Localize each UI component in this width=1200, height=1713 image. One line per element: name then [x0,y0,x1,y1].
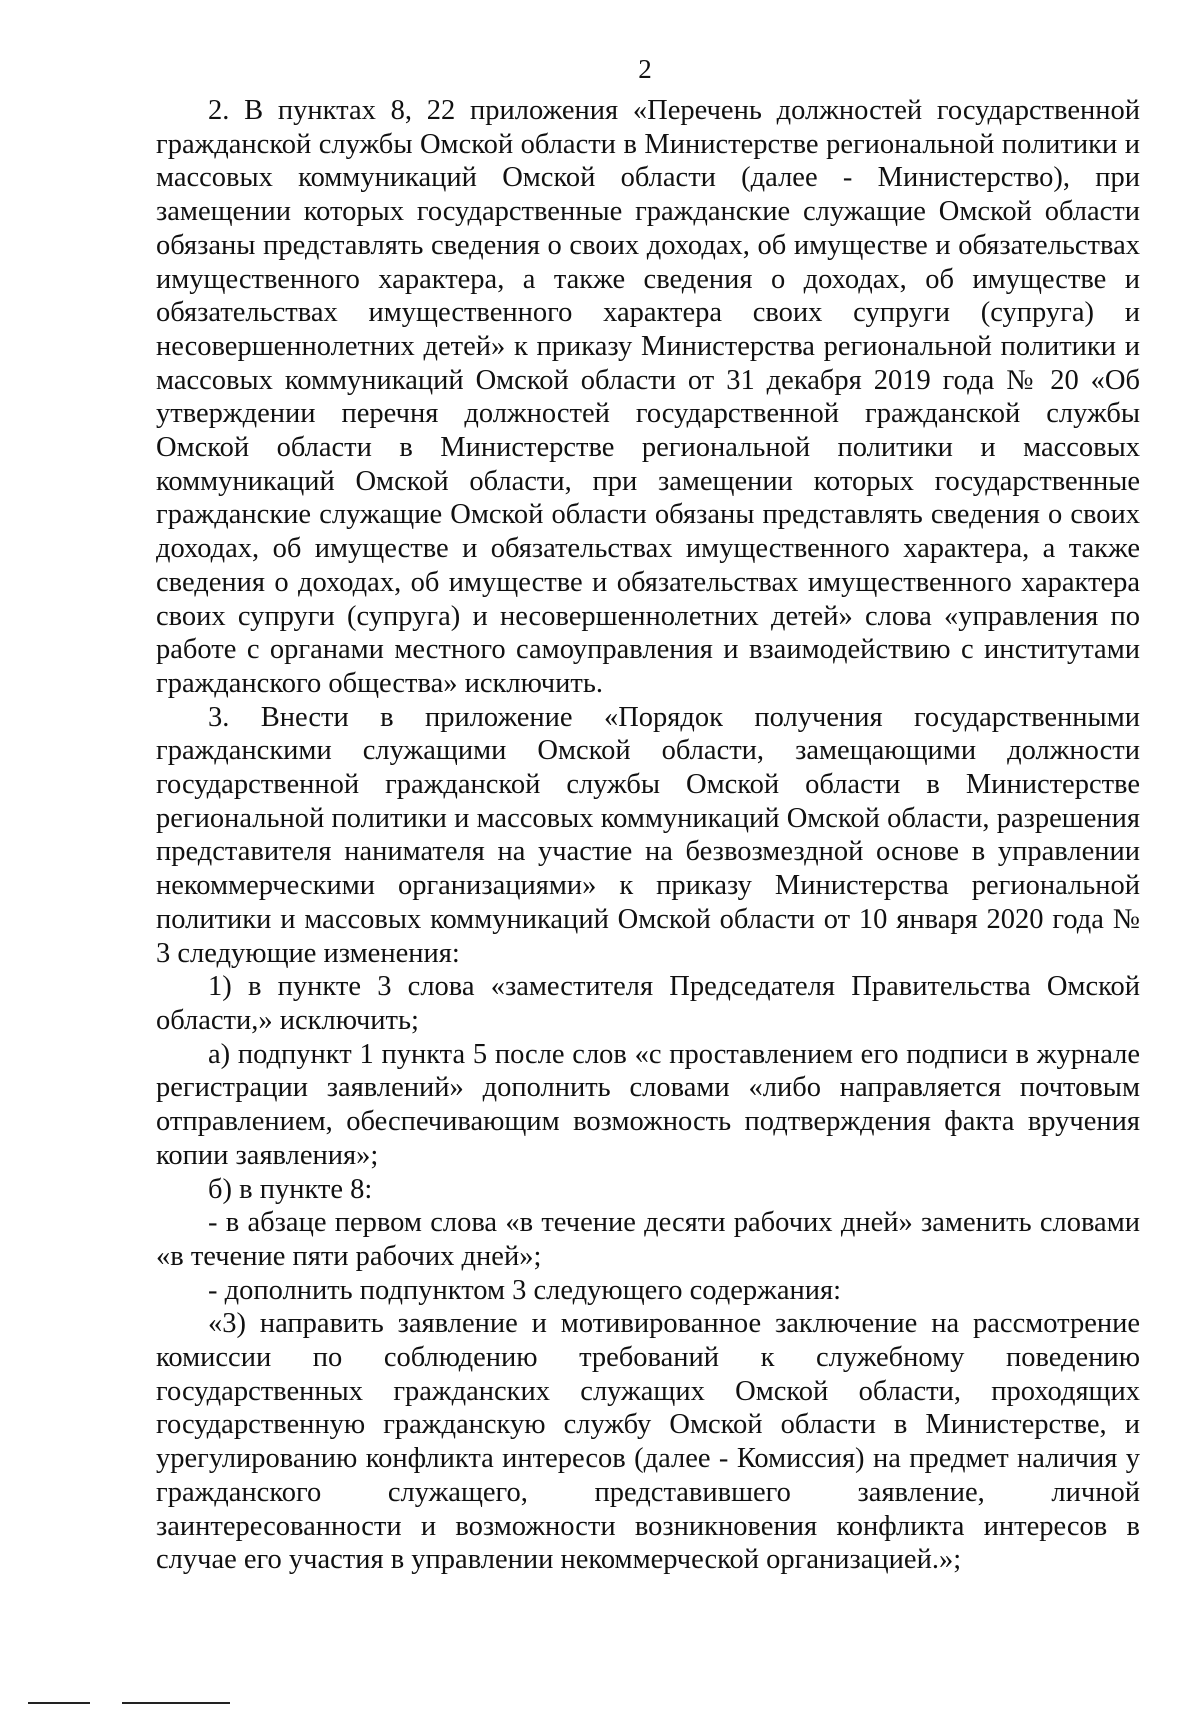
paragraph-dash-1: - в абзаце первом слова «в течение десяти рабочих дней» заменить словами «в течение пяти рабочих дней»; [156,1207,1140,1272]
paragraph-dash-2: - дополнить подпунктом 3 следующего содержания: [208,1274,842,1306]
paragraph-subitem-1: 1) в пункте 3 слова «заместителя Председателя Правительства Омской области,» исключить; [156,971,1140,1036]
paragraph-subitem-a: а) подпункт 1 пункта 5 после слов «с проставлением его подписи в журнале регистрации заявлений» дополнить словами «либо направляется почтовым отправлением, обеспечивающим возможность подтверждения факта вручения копии заявления»; [156,1038,1140,1171]
paragraph-quoted-subitem-3: «3) направить заявление и мотивированное заключение на рассмотрение комиссии по соблюдению требований к служебному поведению государственных гражданских служащих Омской области, проходящих государственную гражданскую службу Омской области в Министерстве, и урегулированию конфликта интересов (далее - Комиссия) на предмет наличия у гражданского служащего, представившего заявление, личной заинтересованности и возможности возникновения конфликта интересов в случае его участия в управлении некоммерческой организацией.»; [156,1308,1140,1576]
document-body [156,94,1140,1577]
footer-marks [0,1702,1200,1706]
footer-rule-left [28,1702,90,1704]
page-number: 2 [638,54,652,84]
paragraph-item-3: 3. Внести в приложение «Порядок получения государственными гражданскими служащими Омской области, замещающими должности государственной гражданской службы Омской области в Министерстве региональной политики и массовых коммуникаций Омской области, разрешения представителя нанимателя на участие на безвозмездной основе в управлении некоммерческими организациями» к приказу Министерства региональной политики и массовых коммуникаций Омской области от 10 января 2020 года № 3 следующие изменения: [156,701,1140,969]
paragraph-item-2: 2. В пунктах 8, 22 приложения «Перечень должностей государственной гражданской службы Омской области в Министерстве региональной политики и массовых коммуникаций Омской области (далее - Министерство), при замещении которых государственные гражданские служащие Омской области обязаны представлять сведения о своих доходах, об имуществе и обязательствах имущественного характера, а также сведения о доходах, об имуществе и обязательствах имущественного характера своих супруги (супруга) и несовершеннолетних детей» к приказу Министерства региональной политики и массовых коммуникаций Омской области от 31 декабря 2019 года № 20 «Об утверждении перечня должностей государственной гражданской службы Омской области в Министерстве региональной политики и массовых коммуникаций Омской области, при замещении которых государственные гражданские служащие Омской области обязаны представлять сведения о своих доходах, об имуществе и обязательствах имущественного характера, а также сведения о доходах, об имуществе и обязательствах имущественного характера своих супруги (супруга) и несовершеннолетних детей» слова «управления по работе с органами местного самоуправления и взаимодействию с институтами гражданского общества» исключить. [156,95,1140,699]
paragraph-subitem-b: б) в пункте 8: [208,1173,373,1205]
footer-rule-right [122,1702,230,1704]
